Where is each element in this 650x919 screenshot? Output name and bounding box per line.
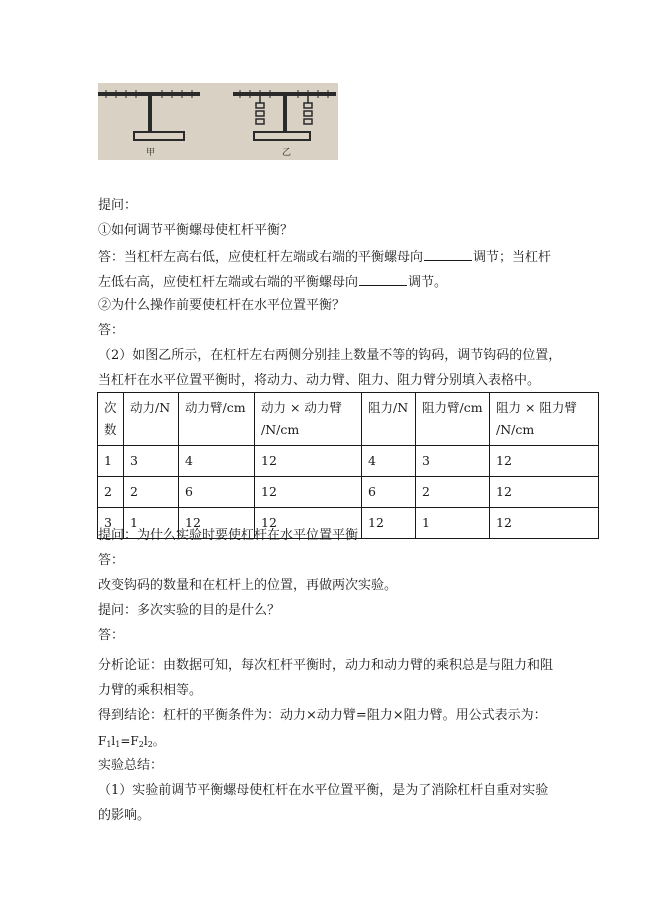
table-cell: 12 bbox=[490, 446, 599, 477]
summary-1-line2: 的影响。 bbox=[98, 808, 151, 823]
data-table bbox=[97, 392, 599, 539]
answer-2: 答： bbox=[98, 323, 125, 338]
lever-bar-left bbox=[98, 92, 200, 96]
answer-1-line1 bbox=[98, 248, 551, 266]
table-cell: 6 bbox=[179, 477, 255, 508]
question-4: 提问：多次实验的目的是什么？ bbox=[98, 603, 281, 618]
paragraph-2-line1: （2）如图乙所示，在杠杆左右两侧分别挂上数量不等的钩码，调节钩码的位置， bbox=[98, 348, 562, 363]
table-cell: 6 bbox=[362, 477, 416, 508]
weights-right bbox=[304, 96, 312, 124]
lever-post-right bbox=[283, 96, 287, 132]
table-cell: 4 bbox=[179, 446, 255, 477]
lever-bar-right bbox=[233, 92, 336, 96]
fill-blank-1[interactable] bbox=[424, 248, 472, 261]
lever-base-right bbox=[254, 132, 310, 140]
conclusion: 得到结论：杠杆的平衡条件为：动力×动力臂=阻力×阻力臂。用公式表示为： bbox=[98, 708, 547, 723]
answer-1-line2-suffix: 调节。 bbox=[408, 275, 448, 290]
table-cell: 3 bbox=[98, 508, 124, 539]
lever-figure bbox=[98, 83, 338, 160]
table-cell: 12 bbox=[362, 508, 416, 539]
table-cell: 1 bbox=[124, 508, 179, 539]
table-header-cell: 阻力臂/cm bbox=[416, 393, 490, 446]
table-cell: 2 bbox=[98, 477, 124, 508]
question-3: 提问：为什么实验时要使杠杆在水平位置平衡 bbox=[98, 528, 359, 543]
repeat-experiment: 改变钩码的数量和在杠杆上的位置，再做两次实验。 bbox=[98, 578, 398, 593]
table-cell: 12 bbox=[490, 477, 599, 508]
lever-base-left bbox=[134, 132, 184, 140]
figure-label-right: 乙 bbox=[282, 148, 292, 158]
table-header-cell: 动力臂/cm bbox=[179, 393, 255, 446]
weights-left bbox=[256, 96, 264, 124]
table-header-cell: 次 数 bbox=[98, 393, 124, 446]
summary-title: 实验总结： bbox=[98, 758, 164, 773]
answer-1-line2-prefix: 左低右高，应使杠杆左端或右端的平衡螺母向 bbox=[98, 275, 359, 290]
table-row bbox=[98, 477, 599, 508]
answer-1-mid: 调节；当杠杆 bbox=[473, 250, 552, 265]
table-cell: 3 bbox=[124, 446, 179, 477]
question-2: ②为什么操作前要使杠杆在水平位置平衡？ bbox=[98, 298, 346, 313]
answer-1-line2 bbox=[98, 273, 447, 291]
table-cell: 12 bbox=[255, 477, 362, 508]
table-cell: 12 bbox=[255, 508, 362, 539]
table-cell: 2 bbox=[416, 477, 490, 508]
table-header-cell: 动力 × 动力臂 /N/cm bbox=[255, 393, 362, 446]
table-header-cell: 阻力/N bbox=[362, 393, 416, 446]
table-header-cell: 阻力 × 阻力臂 /N/cm bbox=[490, 393, 599, 446]
formula: $F_1l_1=F_2l_2$。 bbox=[98, 734, 165, 749]
table-header-row bbox=[98, 393, 599, 446]
summary-1-line1: （1）实验前调节平衡螺母使杠杆在水平位置平衡，是为了消除杠杆自重对实验 bbox=[98, 783, 549, 798]
table-cell: 1 bbox=[98, 446, 124, 477]
table-cell: 4 bbox=[362, 446, 416, 477]
answer-4: 答： bbox=[98, 628, 125, 643]
answer-3: 答： bbox=[98, 553, 125, 568]
figure-label-left: 甲 bbox=[146, 148, 156, 158]
lever-post-left bbox=[148, 96, 152, 132]
analysis-line1: 分析论证：由数据可知，每次杠杆平衡时，动力和动力臂的乘积总是与阻力和阻 bbox=[98, 658, 554, 673]
table-row bbox=[98, 446, 599, 477]
table-cell: 12 bbox=[255, 446, 362, 477]
table-header-cell: 动力/N bbox=[124, 393, 179, 446]
analysis-line2: 力臂的乘积相等。 bbox=[98, 683, 203, 698]
table-cell: 3 bbox=[416, 446, 490, 477]
table-cell: 2 bbox=[124, 477, 179, 508]
question-1: ①如何调节平衡螺母使杠杆平衡？ bbox=[98, 223, 294, 238]
table-cell: 12 bbox=[179, 508, 255, 539]
question-title: 提问： bbox=[98, 198, 138, 213]
paragraph-2-line2: 当杠杆在水平位置平衡时，将动力、动力臂、阻力、阻力臂分别填入表格中。 bbox=[98, 373, 541, 388]
answer-1-prefix: 答：当杠杆左高右低，应使杠杆左端或右端的平衡螺母向 bbox=[98, 250, 424, 265]
table-cell: 12 bbox=[490, 508, 599, 539]
lever-illustration bbox=[98, 83, 338, 160]
fill-blank-2[interactable] bbox=[359, 273, 407, 286]
table-cell: 1 bbox=[416, 508, 490, 539]
